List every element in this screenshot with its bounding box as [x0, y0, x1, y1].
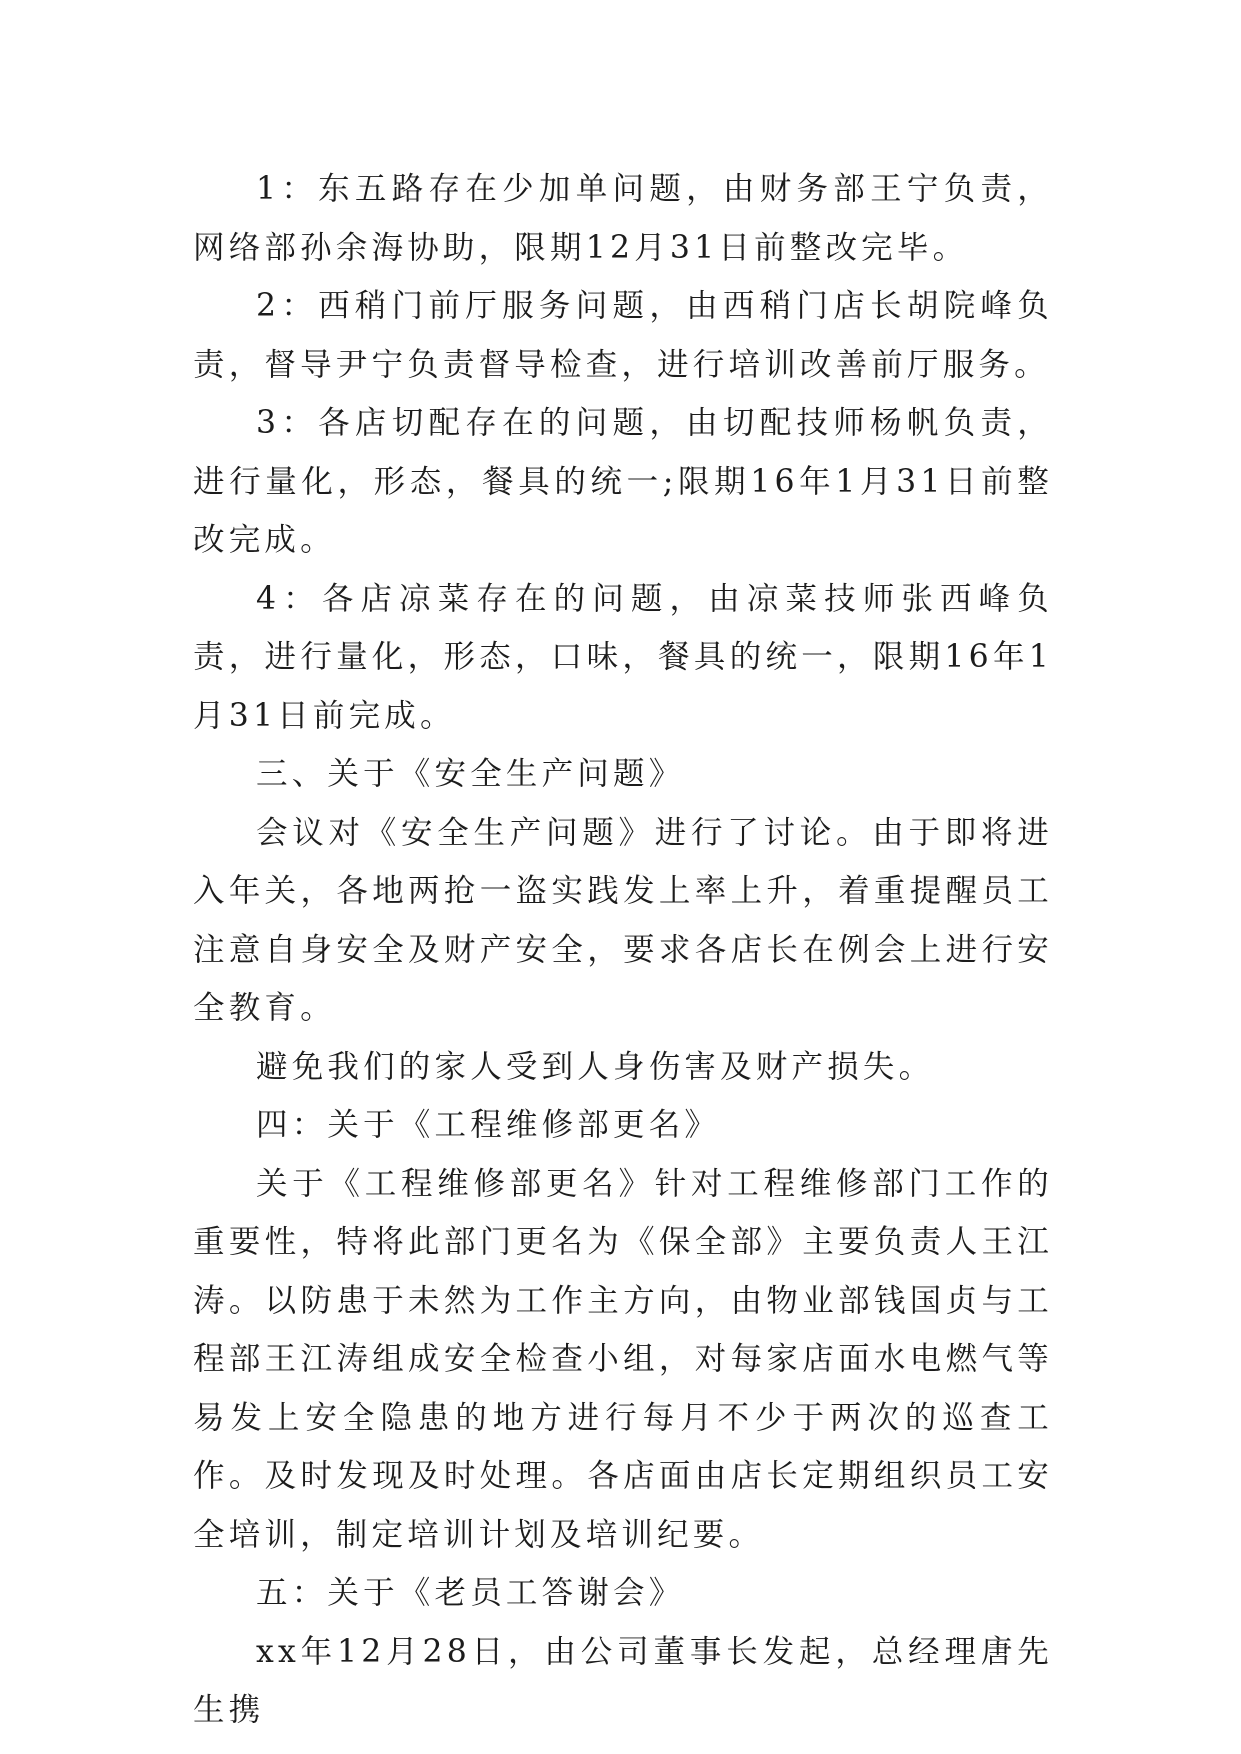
- document-body: [193, 160, 1053, 1740]
- paragraph-7: 关于《工程维修部更名》针对工程维修部门工作的重要性，特将此部门更名为《保全部》主要负责人王江涛。以防患于未然为工作主方向，由物业部钱国贞与工程部王江涛组成安全检查小组，对每家店面水电燃气等易发上安全隐患的地方进行每月不少于两次的巡查工作。及时发现及时处理。各店面由店长定期组织员工安全培训，制定培训计划及培训纪要。: [193, 1165, 1053, 1553]
- paragraph-8: xx年12月28日，由公司董事长发起，总经理唐先生携: [193, 1633, 1053, 1728]
- paragraph-3: 3：各店切配存在的问题，由切配技师杨帆负责，进行量化，形态，餐具的统一;限期16年1月31日前整改完成。: [193, 405, 1053, 558]
- section-heading-3: 三、关于《安全生产问题》: [256, 756, 685, 792]
- paragraph-5: 会议对《安全生产问题》进行了讨论。由于即将进入年关，各地两抢一盗实践发上率上升，着重提醒员工注意自身安全及财产安全，要求各店长在例会上进行安全教育。: [193, 814, 1053, 1026]
- section-heading-5: 五：关于《老员工答谢会》: [256, 1575, 685, 1611]
- section-heading-4: 四：关于《工程维修部更名》: [256, 1107, 721, 1143]
- paragraph-2: 2：西稍门前厅服务问题，由西稍门店长胡院峰负责，督导尹宁负责督导检查，进行培训改善前厅服务。: [193, 288, 1053, 383]
- paragraph-4: 4：各店凉菜存在的问题，由凉菜技师张西峰负责，进行量化，形态，口味，餐具的统一，限期16年1月31日前完成。: [193, 580, 1053, 734]
- paragraph-1: 1：东五路存在少加单问题，由财务部王宁负责，网络部孙余海协助，限期12月31日前整改完毕。: [193, 171, 1053, 266]
- paragraph-6: 避免我们的家人受到人身伤害及财产损失。: [256, 1048, 935, 1085]
